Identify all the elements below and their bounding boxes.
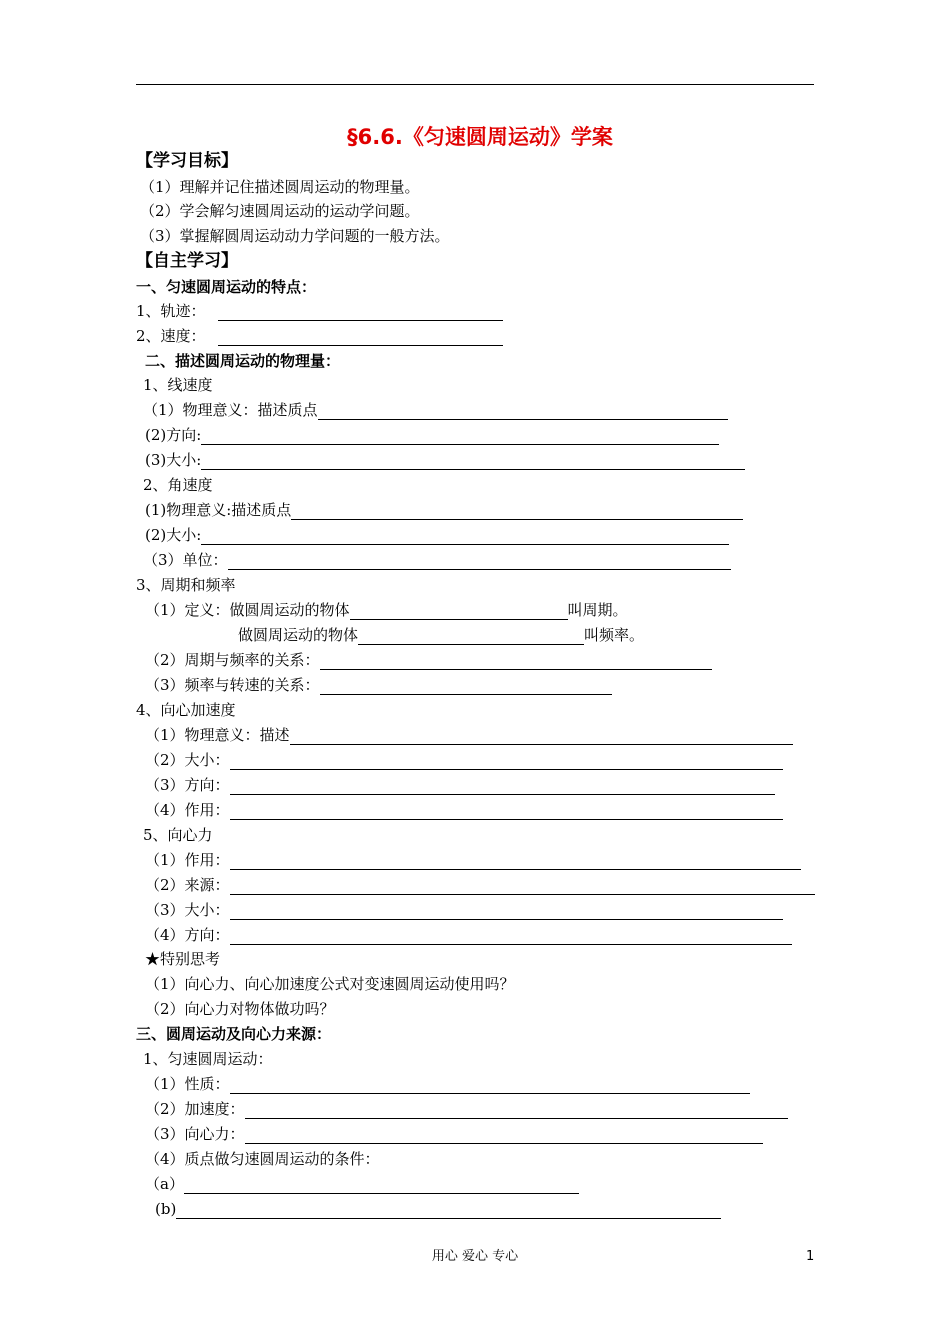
think-question-2: （2）向心力对物体做功吗？ bbox=[145, 1000, 335, 1018]
frequency-def-blank[interactable] bbox=[358, 627, 584, 645]
acc-effect-label: （4）作用： bbox=[145, 801, 230, 819]
force-effect-line bbox=[145, 850, 801, 870]
speed-line bbox=[136, 326, 503, 346]
part2-heading: 二、描述圆周运动的物理量： bbox=[145, 352, 341, 370]
force-direction-line bbox=[145, 925, 792, 945]
condition-a-blank[interactable] bbox=[184, 1176, 579, 1194]
header-rule bbox=[136, 84, 814, 85]
acc-effect-blank[interactable] bbox=[230, 802, 783, 820]
goal-item-1: （1）理解并记住描述圆周运动的物理量。 bbox=[140, 178, 420, 196]
frequency-def-label: 做圆周运动的物体 bbox=[238, 626, 359, 644]
acc-magnitude-line bbox=[145, 750, 783, 770]
frequency-def-end: 叫频率。 bbox=[584, 626, 645, 644]
acc-direction-blank[interactable] bbox=[230, 777, 775, 795]
linear-meaning-label: （1）物理意义：描述质点 bbox=[143, 401, 318, 419]
period-relation-label: （2）周期与频率的关系： bbox=[145, 651, 320, 669]
acc-effect-line bbox=[145, 800, 783, 820]
uniform-title: 1、匀速圆周运动： bbox=[143, 1050, 273, 1068]
condition-a-line bbox=[145, 1174, 579, 1194]
period-relation-blank[interactable] bbox=[320, 652, 712, 670]
acc-meaning-blank[interactable] bbox=[290, 727, 793, 745]
goal-item-3: （3）掌握解圆周运动动力学问题的一般方法。 bbox=[140, 227, 450, 245]
track-blank[interactable] bbox=[218, 303, 503, 321]
uniform-acc-label: （2）加速度： bbox=[145, 1100, 245, 1118]
acc-meaning-line bbox=[145, 725, 793, 745]
acc-magnitude-label: （2）大小： bbox=[145, 751, 230, 769]
speed-blank[interactable] bbox=[218, 328, 503, 346]
acc-direction-line bbox=[145, 775, 775, 795]
linear-velocity-title: 1、线速度 bbox=[143, 376, 213, 394]
uniform-nature-blank[interactable] bbox=[230, 1076, 750, 1094]
self-study-header: 【自主学习】 bbox=[136, 251, 238, 271]
part3-heading: 三、圆周运动及向心力来源： bbox=[136, 1025, 332, 1043]
period-title: 3、周期和频率 bbox=[136, 576, 236, 594]
linear-direction-label: (2)方向: bbox=[145, 426, 202, 444]
centripetal-force-title: 5、向心力 bbox=[143, 826, 213, 844]
page-number: 1 bbox=[806, 1249, 815, 1264]
angular-magnitude-line bbox=[145, 525, 729, 545]
document-title: §6.6.《匀速圆周运动》学案 bbox=[347, 125, 613, 149]
force-source-blank[interactable] bbox=[230, 877, 815, 895]
condition-b-label: (b) bbox=[155, 1200, 177, 1218]
centripetal-acc-title: 4、向心加速度 bbox=[136, 701, 236, 719]
rotation-relation-label: （3）频率与转速的关系： bbox=[145, 676, 320, 694]
speed-label: 2、速度： bbox=[136, 327, 206, 345]
force-effect-label: （1）作用： bbox=[145, 851, 230, 869]
period-def-blank[interactable] bbox=[350, 602, 568, 620]
footer-motto: 用心 爱心 专心 bbox=[431, 1249, 519, 1264]
angular-unit-label: （3）单位： bbox=[143, 551, 228, 569]
linear-magnitude-label: (3)大小: bbox=[145, 451, 202, 469]
condition-b-line bbox=[155, 1199, 721, 1219]
uniform-nature-label: （1）性质： bbox=[145, 1075, 230, 1093]
think-question-1: （1）向心力、向心加速度公式对变速圆周运动使用吗？ bbox=[145, 975, 515, 993]
force-source-line bbox=[145, 875, 815, 895]
linear-direction-line bbox=[145, 425, 719, 445]
uniform-acc-line bbox=[145, 1099, 788, 1119]
angular-magnitude-blank[interactable] bbox=[201, 527, 729, 545]
acc-magnitude-blank[interactable] bbox=[230, 752, 783, 770]
acc-direction-label: （3）方向： bbox=[145, 776, 230, 794]
track-line bbox=[136, 301, 503, 321]
linear-meaning-line bbox=[143, 400, 728, 420]
track-label: 1、轨迹： bbox=[136, 302, 206, 320]
angular-meaning-line bbox=[145, 500, 743, 520]
force-direction-blank[interactable] bbox=[230, 927, 792, 945]
rotation-relation-blank[interactable] bbox=[320, 677, 612, 695]
angular-magnitude-label: (2)大小: bbox=[145, 526, 202, 544]
frequency-def-line bbox=[238, 625, 644, 645]
linear-direction-blank[interactable] bbox=[201, 427, 719, 445]
part1-heading: 一、匀速圆周运动的特点： bbox=[136, 278, 317, 296]
condition-a-label: （a） bbox=[145, 1175, 184, 1193]
uniform-nature-line bbox=[145, 1074, 750, 1094]
force-magnitude-blank[interactable] bbox=[230, 902, 783, 920]
goal-item-2: （2）学会解匀速圆周运动的运动学问题。 bbox=[140, 202, 420, 220]
force-magnitude-line bbox=[145, 900, 783, 920]
linear-magnitude-line bbox=[145, 450, 745, 470]
acc-meaning-label: （1）物理意义：描述 bbox=[145, 726, 290, 744]
period-def-label: （1）定义：做圆周运动的物体 bbox=[145, 601, 350, 619]
period-relation-line bbox=[145, 650, 712, 670]
uniform-acc-blank[interactable] bbox=[245, 1101, 788, 1119]
period-def-end: 叫周期。 bbox=[567, 601, 628, 619]
goals-header: 【学习目标】 bbox=[136, 151, 238, 171]
linear-magnitude-blank[interactable] bbox=[201, 452, 745, 470]
angular-meaning-label: (1)物理意义:描述质点 bbox=[145, 501, 292, 519]
angular-velocity-title: 2、角速度 bbox=[143, 476, 213, 494]
force-magnitude-label: （3）大小： bbox=[145, 901, 230, 919]
uniform-force-line bbox=[145, 1124, 763, 1144]
angular-meaning-blank[interactable] bbox=[291, 502, 743, 520]
force-direction-label: （4）方向： bbox=[145, 926, 230, 944]
condition-b-blank[interactable] bbox=[176, 1201, 721, 1219]
uniform-force-blank[interactable] bbox=[245, 1126, 763, 1144]
rotation-relation-line bbox=[145, 675, 612, 695]
force-source-label: （2）来源： bbox=[145, 876, 230, 894]
uniform-force-label: （3）向心力： bbox=[145, 1125, 245, 1143]
uniform-condition-title: （4）质点做匀速圆周运动的条件： bbox=[145, 1150, 380, 1168]
angular-unit-line bbox=[143, 550, 731, 570]
force-effect-blank[interactable] bbox=[230, 852, 801, 870]
linear-meaning-blank[interactable] bbox=[318, 402, 728, 420]
special-think-title: ★特别思考 bbox=[145, 950, 221, 968]
period-def-line bbox=[145, 600, 628, 620]
angular-unit-blank[interactable] bbox=[228, 552, 731, 570]
